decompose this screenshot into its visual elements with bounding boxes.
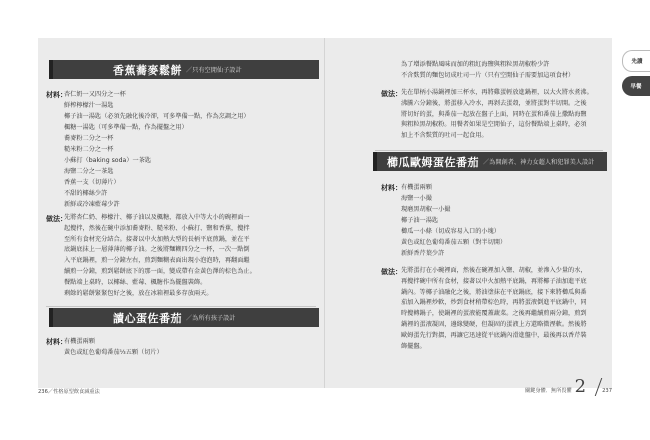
side-tabs bbox=[622, 50, 650, 100]
recipe-subtitle: ／為開創者、神力女超人和犯罪美人設計 bbox=[483, 159, 595, 166]
recipe-subtitle: ／為所有孩子設計 bbox=[186, 315, 236, 322]
materials-label: 材料： bbox=[46, 91, 67, 99]
recipe-title-text: 香蕉蕎麥鬆餅 bbox=[113, 63, 182, 77]
side-tab-intro[interactable]: 先讀 bbox=[622, 50, 650, 72]
ingredient: 蕎麥粉二分之一杯 bbox=[64, 135, 114, 142]
method-line: 再攪拌碗中所有食材，接著以中火加熱平底鍋，再將椰子油加進平底 bbox=[401, 277, 587, 285]
materials-label: 材料： bbox=[381, 184, 402, 192]
ingredient: 椰子油一湯匙（必須先融化後冷卻，可多準備一點，作為烹調之用） bbox=[64, 113, 250, 120]
ingredient: 海鹽二分之一茶匙 bbox=[64, 168, 114, 175]
chapter-number: 2 bbox=[574, 376, 587, 397]
recipe-title-zucchini-omelette bbox=[373, 152, 607, 171]
method-line: 餐點端上桌時，以椰絲、藍莓、楓糖作為擺盤裝飾。 bbox=[64, 278, 207, 286]
divider bbox=[375, 150, 603, 151]
ingredient: 糙米粉二分之一杯 bbox=[64, 146, 114, 153]
method-line: 加上不含麩質的吐司一起食用。 bbox=[401, 132, 488, 140]
method-line: 將切好的蛋，與番茄一起放在盤子上面，同時在蛋和番茄上撒點海鹽 bbox=[401, 110, 587, 118]
ingredient: 櫛瓜一小條（切成容易入口的小塊） bbox=[401, 228, 500, 235]
method-text bbox=[401, 88, 593, 142]
recipe-title-text: 讀心蛋佐番茄 bbox=[113, 311, 182, 325]
recipe-title-text: 櫛瓜歐姆蛋佐番茄 bbox=[387, 155, 479, 169]
right-page bbox=[325, 38, 612, 388]
materials-label: 材料： bbox=[46, 338, 67, 346]
method-label: 做法： bbox=[46, 215, 67, 223]
side-tab-breakfast[interactable]: 早餐 bbox=[622, 76, 650, 96]
ingredient: 小蘇打（baking soda）一茶匙 bbox=[64, 157, 152, 164]
recipe-title-mind-reading-eggs bbox=[49, 308, 319, 327]
left-page bbox=[38, 38, 324, 388]
method-line: 入平底鍋裡，煎一分鐘左右，煎到麵糊表面出現小泡泡時，再翻面繼 bbox=[64, 257, 250, 265]
method-line: 至所有食材充分結合。接著以中火加熱大型的長柄平底煎鍋，並在平 bbox=[64, 235, 250, 243]
ingredient: 新鮮香芹葉少許 bbox=[401, 250, 445, 257]
recipe-title-banana-pancake bbox=[49, 60, 319, 79]
divider bbox=[46, 306, 316, 307]
ingredient: 杏仁奶一又四分之一杯 bbox=[64, 91, 126, 98]
ingredient: 海鹽一小撮 bbox=[401, 195, 432, 202]
chapter-slash bbox=[586, 378, 603, 396]
ingredient: 黃色或紅色葡萄番茄五顆（對半切開） bbox=[401, 239, 507, 246]
footer-book-text: 關鍵身體．無所畏懼 bbox=[524, 388, 572, 394]
method-line: 沸騰六分鐘後，將蛋移入冷水，再剝去蛋殼，並將蛋對半切開。之後 bbox=[401, 99, 587, 107]
ingredient: 鮮榨檸檬汁一湯匙 bbox=[64, 102, 114, 109]
method-line: 剩餘的鬆餅緊緊包好之後，放在冰箱裡最多存放兩天。 bbox=[64, 289, 213, 297]
method-line: 飾擺盤。 bbox=[401, 342, 426, 350]
method-text bbox=[64, 213, 256, 299]
ingredient: 現磨黑胡椒一小撮 bbox=[401, 206, 451, 213]
ingredient: 香蕉一支（切薄片） bbox=[64, 179, 120, 186]
ingredient: 不含麩質的麵包切成吐司一片（只有空閒仙子需要加這項食材） bbox=[401, 72, 575, 79]
footer-left: 236／性格原型飲食減重法 bbox=[38, 389, 100, 395]
method-line: 鍋內。等椰子油融化之後，將油塗抹在平底鍋底，接下來將櫛瓜與番 bbox=[401, 288, 587, 296]
method-label: 做法： bbox=[381, 90, 402, 98]
method-line: 底鍋底抹上一層薄薄的椰子油。之後將麵糊四分之一杯，一次一點倒 bbox=[64, 246, 250, 254]
ingredient: 有機蛋兩顆 bbox=[401, 184, 432, 191]
footer-right bbox=[525, 378, 612, 396]
method-line: 與粗粒黑胡椒粉。用餐者如果是空閒仙子，這份餐點端上桌時，必須 bbox=[401, 121, 587, 129]
ingredient: 為了增添餐點風味而加的粗紅海鹽與粗粒黑胡椒粉少許 bbox=[401, 61, 550, 68]
ingredient: 新鮮或冷凍藍莓少許 bbox=[64, 201, 120, 208]
ingredient: 椰子油一湯匙 bbox=[401, 217, 439, 224]
method-line: 續煎一分鐘，煎到鬆餅底下的那一面，變成帶有金黃色澤的棕色為止。 bbox=[64, 267, 256, 275]
ingredient: 有機蛋兩顆 bbox=[64, 338, 95, 345]
recipe-subtitle: ／只有空閒仙子設計 bbox=[186, 67, 242, 74]
method-label: 做法： bbox=[381, 268, 402, 276]
ingredient: 不甜的椰絲少許 bbox=[64, 190, 108, 197]
method-line: 時攪轉鍋子，使鍋裡的蛋液能覆蓋蔬菜。之後再繼續煎兩分鐘，煎到 bbox=[401, 310, 587, 318]
method-text bbox=[401, 266, 587, 352]
method-line: 先將蛋打在小碗裡面，然後在碗裡加入鹽、胡椒，並滲入少量的水， bbox=[401, 267, 587, 274]
method-line: 茄加入鍋裡炒軟，炒到食材稍帶棕色時，再將蛋液倒進平底鍋中，同 bbox=[401, 299, 587, 307]
ingredient: 黃色或紅色葡萄番茄⅓五顆（切片） bbox=[64, 349, 163, 356]
page-number: 237 bbox=[602, 388, 612, 394]
method-line: 起攪拌，然後在碗中添加蕎麥粉、糙米粉、小蘇打、鹽和香蕉，攪拌 bbox=[64, 224, 250, 232]
method-line: 鍋裡的蛋液凝固，邊緣變硬，但凝固的蛋液上方還略微溼軟。然後將 bbox=[401, 320, 587, 328]
method-line: 歐姆蛋先行對摺，再讓它迅速從平底鍋內滑進盤中，最後再以香芹裝 bbox=[401, 331, 587, 339]
method-line: 先在單柄小湯鍋裡加三杯水，再將雞蛋輕放進鍋裡，以大火將水煮沸。 bbox=[401, 89, 593, 96]
ingredient: 楓糖一湯匙（可多準備一點，作為擺盤之用） bbox=[64, 124, 188, 131]
method-line: 先將杏仁奶、檸檬汁、椰子油以及楓糖，都放入中等大小的碗裡面一 bbox=[64, 214, 250, 221]
